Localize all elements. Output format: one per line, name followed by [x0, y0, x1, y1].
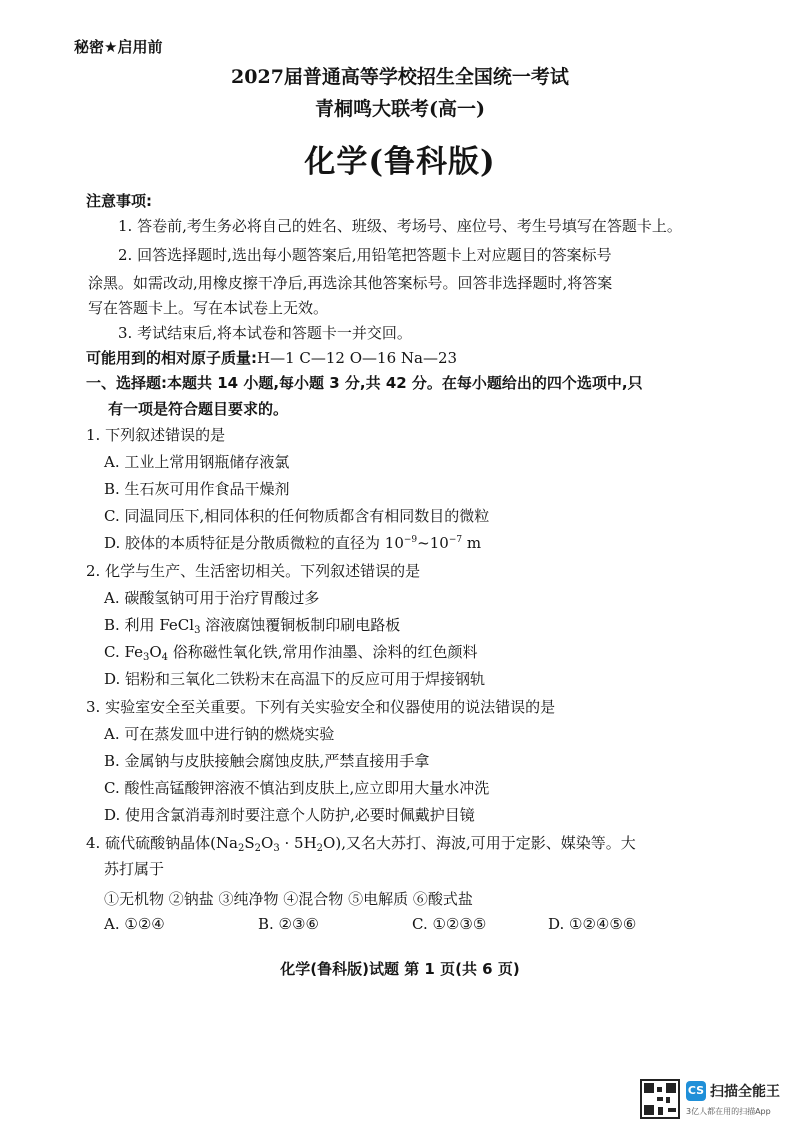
camscanner-logo-icon: CS — [686, 1081, 706, 1101]
qr-code-icon — [640, 1079, 680, 1119]
notice-heading: 注意事项: — [86, 192, 152, 210]
question-3-option-c: C. 酸性高锰酸钾溶液不慎沾到皮肤上,应立即用大量水冲洗 — [104, 779, 490, 797]
section-1-instructions-line-2: 有一项是符合题目要求的。 — [108, 400, 289, 418]
question-4-option-d: D. ①②④⑤⑥ — [548, 915, 637, 933]
question-4-option-c: C. ①②③⑤ — [412, 915, 487, 933]
subject-title: 化学(鲁科版) — [304, 144, 496, 180]
atomic-masses-label: 可能用到的相对原子质量: — [86, 349, 257, 367]
question-1-option-a: A. 工业上常用钢瓶储存液氯 — [104, 453, 290, 471]
question-1-option-b: B. 生石灰可用作食品干燥剂 — [104, 480, 290, 498]
question-2-option-d: D. 铝粉和三氧化二铁粉末在高温下的反应可用于焊接钢轨 — [104, 670, 486, 688]
page-footer: 化学(鲁科版)试题 第 1 页(共 6 页) — [280, 960, 520, 978]
atomic-masses — [86, 347, 457, 368]
question-2-stem: 2. 化学与生产、生活密切相关。下列叙述错误的是 — [86, 562, 421, 580]
section-1-instructions-line-1: 一、选择题:本题共 14 小题,每小题 3 分,共 42 分。在每小题给出的四个选项中,只 — [86, 374, 643, 392]
question-3-option-d: D. 使用含氯消毒剂时要注意个人防护,必要时佩戴护目镜 — [104, 806, 475, 824]
question-4-stem: 4. 硫代硫酸钠晶体$(Na_2S_2O_3 \cdot 5H_2O)$,又名大苏打、海波,可用于定影、媒染等。大 — [86, 834, 636, 854]
notice-item-3: 3. 考试结束后,将本试卷和答题卡一并交回。 — [118, 324, 412, 342]
notice-item-2-line-3: 写在答题卡上。写在本试卷上无效。 — [88, 299, 329, 317]
question-2-option-b: B. 利用 FeCl$_3$ 溶液腐蚀覆铜板制印刷电路板 — [104, 616, 401, 636]
scanner-tagline: 3亿人都在用的扫描App — [686, 1107, 771, 1116]
question-2-option-a: A. 碳酸氢钠可用于治疗胃酸过多 — [104, 589, 320, 607]
question-4-properties: ①无机物 ②钠盐 ③纯净物 ④混合物 ⑤电解质 ⑥酸式盐 — [104, 890, 473, 908]
question-1-option-c: C. 同温同压下,相同体积的任何物质都含有相同数目的微粒 — [104, 507, 490, 525]
question-3-option-a: A. 可在蒸发皿中进行钠的燃烧实验 — [104, 725, 335, 743]
notice-item-1: 1. 答卷前,考生务必将自己的姓名、班级、考场号、座位号、考生号填写在答题卡上。 — [118, 217, 682, 235]
scanner-app-name: 扫描全能王 — [710, 1084, 780, 1100]
question-1-stem: 1. 下列叙述错误的是 — [86, 426, 226, 444]
question-3-option-b: B. 金属钠与皮肤接触会腐蚀皮肤,严禁直接用手拿 — [104, 752, 430, 770]
notice-item-2-line-1: 2. 回答选择题时,选出每小题答案后,用铅笔把答题卡上对应题目的答案标号 — [118, 246, 612, 264]
question-4-stem-line-2: 苏打属于 — [104, 860, 165, 878]
exam-title: 2027届普通高等学校招生全国统一考试 — [231, 66, 569, 88]
question-3-stem: 3. 实验室安全至关重要。下列有关实验安全和仪器使用的说法错误的是 — [86, 698, 556, 716]
question-2-option-c: C. $Fe_3O_4$ 俗称磁性氧化铁,常用作油墨、涂料的红色颜料 — [104, 643, 478, 663]
question-4-option-b: B. ②③⑥ — [258, 915, 319, 933]
exam-subtitle: 青桐鸣大联考(高一) — [315, 98, 485, 120]
notice-item-2-line-2: 涂黑。如需改动,用橡皮擦干净后,再选涂其他答案标号。回答非选择题时,将答案 — [88, 274, 613, 292]
question-1-option-d: D. 胶体的本质特征是分散质微粒的直径为 $10^{-9}\sim 10^{-7}$ m — [104, 534, 482, 552]
confidential-mark: 秘密★启用前 — [74, 38, 163, 56]
atomic-masses-values: H—1 C—12 O—16 Na—23 — [257, 349, 458, 367]
question-4-option-a: A. ①②④ — [104, 915, 165, 933]
